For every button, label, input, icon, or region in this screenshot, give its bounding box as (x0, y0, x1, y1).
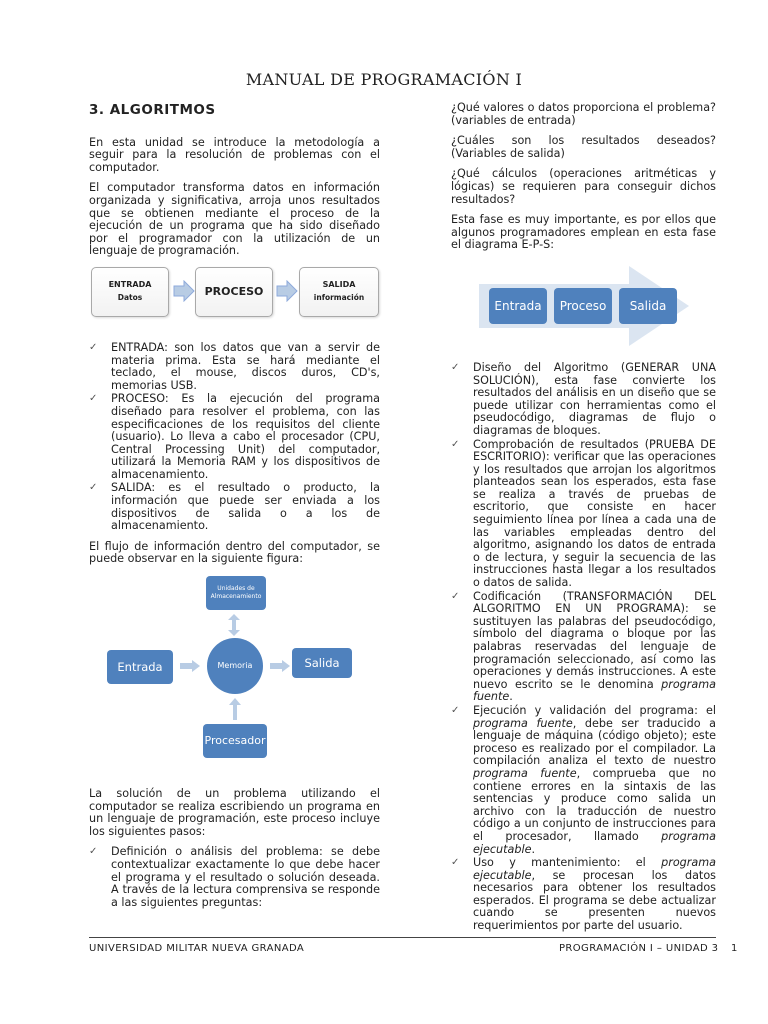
storage-box: Unidades de Almacenamiento (206, 576, 266, 610)
step-italic: programa fuente (473, 716, 573, 730)
list-item (451, 705, 716, 856)
step-text: Uso y mantenimiento: el (473, 856, 662, 870)
arrow-right-icon (180, 660, 200, 672)
arrow-right-icon (173, 280, 195, 302)
page-number: 1 (731, 943, 738, 954)
step-text: . (509, 690, 513, 704)
list-item: ✓ Definición o análisis del problema: se debe contextualizar exactamente lo que debe hacer el programa y el resultado o solución deseada. A través de la lectura comprensiva se responde a las siguientes preguntas: (89, 846, 380, 909)
entrada-box-sub: Datos (117, 292, 143, 302)
eps-salida-box: Salida (619, 288, 677, 324)
question-3: ¿Qué cálculos (operaciones aritméticas y lógicas) se requieren para conseguir dichos resultados? (451, 167, 716, 206)
footer-university: UNIVERSIDAD MILITAR NUEVA GRANADA (89, 943, 305, 954)
memory-circle: Memoria (207, 638, 263, 694)
step-text: Ejecución y validación del programa: el (473, 703, 716, 717)
right-column (451, 102, 716, 941)
step-italic: programa fuente (473, 677, 716, 704)
eps-proceso-box: Proceso (554, 288, 612, 324)
question-1: ¿Qué valores o datos proporciona el problema? (variables de entrada) (451, 101, 716, 127)
computer-paragraph: El computador transforma datos en información organizada y significativa, arroja unos resultados que se obtienen mediante el proceso de la ejecución de un programa que ha sido diseñado por el programador con la utilización de un lenguaje de programación. (89, 181, 380, 258)
step-text: , comprueba que no contiene errores en la sintaxis de las sentencias y produce como salida un archivo con la traducción de nuestro código a un conjunto de instrucciones para el procesador, llamado (473, 766, 716, 843)
entrada-box (91, 267, 169, 317)
list-item: ✓ ENTRADA: son los datos que van a servir de materia prima. Esta se hará mediante el teclado, el mouse, discos duros, CD's, memorias USB. (89, 342, 380, 392)
step-text: , debe ser traducido a lenguaje de máquina (código objeto); este proceso es realizado por el compilador. La compilación analiza el texto de nuestro (473, 716, 716, 768)
eps-entrada-box: Entrada (489, 288, 547, 324)
solution-paragraph: La solución de un problema utilizando el computador se realiza escribiendo un programa en un lenguaje de programación, este proceso incluye los siguientes pasos: (89, 787, 380, 838)
list-item: ✓ Diseño del Algoritmo (GENERAR UNA SOLUCIÓN), esta fase convierte los resultados del análisis en un diseño que se puede utilizar con herramientas como el pseudocódigo, diagramas de flujo o diagramas de bloques. (451, 362, 716, 438)
step-italic: programa ejecutable (473, 856, 716, 882)
information-flow-diagram (89, 574, 380, 774)
input-process-output-diagram (89, 266, 380, 326)
steps-list-right (451, 362, 716, 933)
step-text: Codificación (TRANSFORMACIÓN DEL ALGORITMO EN UN PROGRAMA): se sustituyen las palabras del pseudocódigo, símbolo del diagrama o bloque por las palabras reservadas del lenguaje de programación seleccionado, así como las operaciones y demás instrucciones. A este nuevo escrito se le denomina (473, 589, 716, 691)
step-italic: programa ejecutable (473, 829, 716, 856)
intro-paragraph: En esta unidad se introduce la metodología a seguir para la resolución de problemas con el computador. (89, 135, 380, 174)
list-item: ✓ Comprobación de resultados (PRUEBA DE ESCRITORIO): verificar que las operaciones y los resultados que arrojan los algoritmos planteados sean los esperados, esta fase se realiza a través de pruebas de escritorio, que consiste en hacer seguimiento línea por línea a cada una de las variables empleadas dentro del algoritmo, asignando los datos de entrada o de lectura, y seguir la secuencia de las instrucciones hasta llegar a los resultados o datos de salida. (451, 439, 716, 590)
proceso-box-title: PROCESO (204, 284, 264, 298)
section-heading: 3. ALGORITMOS (89, 102, 216, 118)
list-item (451, 857, 716, 933)
salida-box-sub: información (313, 292, 365, 302)
salida-box-title: SALIDA (322, 280, 356, 290)
step-text: , se procesan los datos necesarios para obtener los resultados esperados. El programa se debe actualizar cuando se presenten nuevos requerimientos por parte del usuario. (473, 868, 716, 933)
salida-box (299, 267, 379, 317)
arrow-up-icon (228, 698, 242, 720)
page-title: MANUAL DE PROGRAMACIÓN I (245, 70, 523, 89)
footer-divider (89, 937, 716, 938)
ipo-list (89, 342, 380, 533)
output-box: Salida (292, 648, 352, 678)
step-italic: programa fuente (473, 766, 577, 780)
flow-paragraph: El flujo de información dentro del computador, se puede observar en la siguiente figura: (89, 539, 380, 566)
entrada-box-title: ENTRADA (108, 280, 152, 290)
list-item: ✓ PROCESO: Es la ejecución del programa diseñado para resolver el problema, con las especificaciones de los requisitos del cliente (usuario). Lo lleva a cabo el procesador (CPU, Central Processing Unit) del computador, utilizará la Memoria RAM y los dispositivos de almacenamiento. (89, 393, 380, 481)
double-arrow-vertical-icon (227, 614, 241, 636)
eps-intro: Esta fase es muy importante, es por ellos que algunos programadores emplean en esta fase el diagrama E-P-S: (451, 213, 716, 252)
steps-list-left (89, 846, 380, 909)
list-item (451, 591, 716, 704)
proceso-box (195, 267, 273, 317)
step-text: . (531, 842, 536, 856)
footer-course: PROGRAMACIÓN I – UNIDAD 3 (559, 943, 719, 954)
question-2: ¿Cuáles son los resultados deseados? (Variables de salida) (451, 134, 716, 160)
list-item: ✓ SALIDA: es el resultado o producto, la información que puede ser enviada a los dispositivos de salida o a los de almacenamiento. (89, 482, 380, 532)
input-box: Entrada (107, 650, 173, 684)
left-column (89, 104, 380, 917)
processor-box: Procesador (203, 724, 267, 758)
arrow-right-icon (270, 660, 290, 672)
eps-diagram (451, 266, 716, 346)
arrow-right-icon (276, 280, 298, 302)
